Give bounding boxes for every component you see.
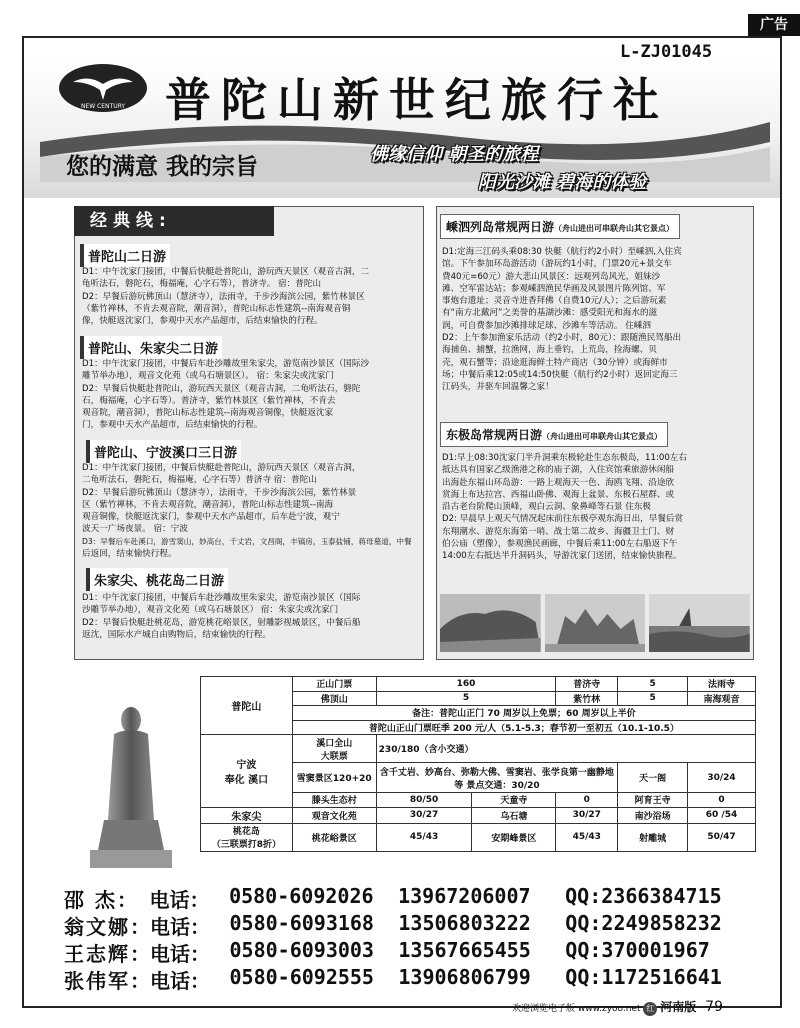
price-cell: 含千丈岩、妙高台、弥勒大佛、雪窦岩、张学良第一幽静地等 景点交通：30/20 [376,763,618,793]
route-details [82,266,422,327]
route-line: 场；中餐后乘12:05或14:50快艇（航行约2小时）返回定海三 [442,369,678,380]
contact-phone: 0580-6092555 [229,965,374,989]
price-region-taohua: 桃花岛 （三联票打8折） [201,823,293,851]
route-line: 波天一广场夜景。 宿：宁波 [82,524,188,535]
route-line: D2：早餐后游玩佛顶山（慧济寺），法雨寺，千步沙海滨公园，紫竹林景区 [82,291,365,302]
price-cell: 桃花峪景区 [292,823,376,851]
price-region-putuo: 普陀山 [201,677,293,735]
contact-row [64,911,764,938]
route-line: D1：中午沈家门接团，中餐后快艇赴普陀山，游玩西天景区（观音古洞，二 [82,267,370,277]
route-line: 赏海上布达拉宫、西福山卧佛、观海上盆景、东极石屋群、或 [442,489,675,500]
price-cell: 南沙浴场 [618,807,688,823]
scenery-photo-rock [440,594,541,652]
price-cell: 30/27 [376,807,472,823]
route-line: 事炮台遗址；灵音寺进香拜佛（自费10元/人）；之后游玩素 [442,296,667,307]
route-title: 普陀山、宁波溪口三日游 [86,440,241,463]
page-number: 79 [705,999,723,1015]
price-cell: 230/180（含小交通） [376,735,755,763]
price-cell: 滕头生态村 [292,793,376,808]
route-line: 像，快艇返沈家门，参观中天水产品超市，后结束愉快的行程。 [82,316,323,327]
route-title [440,422,668,447]
price-cell: 50/47 [688,823,756,851]
contact-name: 翁文娜： [64,915,152,939]
route-line: D1:定海三江码头乘08:30 快艇（航行约2小时）至嵊泗,入住宾 [442,247,682,257]
route-details [82,358,422,432]
route-line: D1：中午沈家门接团，中餐后车赴沙雕故里朱家尖，游览南沙景区（国际 [82,593,361,603]
scenery-photo-sculpture [545,594,646,652]
price-cell: 80/50 [376,793,472,808]
route-subtitle: （舟山进出可串联舟山其它景点） [554,224,675,233]
route-details [442,452,752,563]
route-line: 二龟听法石，磐陀石，梅福庵，心字石等）普济寺 宿：普陀山 [82,475,317,486]
motto: 您的满意 我的宗旨 [66,154,259,180]
route-line: D2：上午参加渔家乐活动（约2小时，80元）：跟随渔民驾船出 [442,333,682,344]
route-line: 壳，观石蟹等；沿途逛海鲜土特产商店（30分钟）或海鲜市 [442,357,668,368]
contact-mobile: 13906806799 [398,965,531,989]
route-line: 润，可自费参加沙滩排球足球、沙滩车等活动。 住嵊泗 [442,320,651,331]
contact-row [64,884,764,911]
price-cell: 南海观音 [688,691,756,706]
route-line: 观音铜像，快艇返沈家门，参观中天水产品超市，后车赴宁波，观宁 [82,512,340,523]
route-line: 门，参观中天水产品超市，后结束愉快的行程。 [82,420,263,431]
contact-mobile: 13506803222 [398,911,531,935]
edition-name: 河南版 [660,1000,697,1014]
price-cell: 60 /54 [688,807,756,823]
price-table [200,676,756,866]
route-line: D1：中午沈家门接团，中餐后车赴沙雕故里朱家尖，游览南沙景区（国际沙 [82,359,370,369]
price-cell: 安期峰景区 [472,823,556,851]
contact-phone: 0580-6093168 [229,911,374,935]
route-line: D2：早餐后游玩佛顶山（慧济寺），法雨寺，千步沙海滨公园，紫竹林景 [82,487,357,498]
slogan-line-1: 佛缘信仰 朝圣的旅程 [370,144,539,165]
contact-name: 王志辉： [64,942,152,966]
route-line: 后返回，结束愉快行程。 [82,549,177,560]
price-cell: 0 [556,793,618,808]
route-title: 普陀山、朱家尖二日游 [80,336,222,359]
route-line: 14:00左右抵达半升洞码头，导游沈家门送团，结束愉快旅程。 [442,551,682,562]
contact-qq: QQ:1172516641 [565,965,722,989]
route-line: 馆。下午参加环岛游活动（游玩约1小时，门票20元+景交车 [442,259,672,270]
contact-label: 电话： [150,969,210,993]
route-line: 江码头，并驱车回温馨之家！ [442,382,554,393]
scenery-photo-coast [649,594,750,652]
route-line: 出海赴东福山环岛游：一路上观海天一色、海鸥飞翔、沿途欣 [442,477,675,488]
route-title: 普陀山二日游 [80,244,170,267]
price-cell: 0 [688,793,756,808]
route-details [82,592,422,641]
route-line: 滩、空军雷达站；参观嵊泗渔民华画及风景图片陈列馆、军 [442,283,666,294]
price-cell: 天一阁 [618,763,688,793]
price-cell: 30/24 [688,763,756,793]
route-title-text: 东极岛常规两日游 [446,428,543,442]
price-cell: 30/27 [556,807,618,823]
contact-qq: QQ:2249858232 [565,911,722,935]
route-title-text: 嵊泗列岛常规两日游 [446,220,555,234]
route-line: 伯公庙（塑像），参观渔民画廊，中餐后乘11:00左右船返下午 [442,539,678,550]
ad-tag: 广告 [748,14,800,36]
route-line: 沙雕节举办地），观音文化苑（或乌石塘景区） 宿：朱家尖或沈家门 [82,605,339,616]
price-note: 备注：普陀山正门 70 周岁以上免票；60 周岁以上半价 [292,706,755,721]
contact-label: 电话： [150,915,210,939]
price-cell: 紫竹林 [556,691,618,706]
scenery-photos [440,594,750,652]
classic-routes-title: 经典线: [74,206,274,236]
contact-mobile: 13567665455 [398,938,531,962]
price-cell: 正山门票 [292,677,376,692]
contact-phone: 0580-6093003 [229,938,374,962]
route-line: D1：中午沈家门接团，中餐后快艇赴普陀山，游玩西天景区（观音古洞， [82,463,361,473]
route-line: D1:早上08:30沈家门半升洞乘东极轮赴生态东极岛，11:00左右 [442,453,687,463]
route-line: D2: 早晨早上观天气情况起床前往东极亭观东海日出，早餐后赏 [442,514,684,525]
price-cell: 射雕城 [618,823,688,851]
route-line: 返沈，国际水产城自由购物后，结束愉快的行程。 [82,629,272,640]
price-cell: 雪窦景区120+20 [292,763,376,793]
price-cell: 乌石塘 [472,807,556,823]
contact-name: 张伟军： [64,969,152,993]
price-cell: 5 [618,691,688,706]
contact-row [64,965,764,992]
route-line: 区（紫竹禅林，不肯去观音院，潮音洞），普陀山标志性建筑--南海 [82,499,334,510]
contact-qq: QQ:2366384715 [565,884,722,908]
price-cell: 观音文化苑 [292,807,376,823]
price-cell: 天童寺 [472,793,556,808]
guanyin-statue-image [82,700,180,870]
price-cell: 5 [618,677,688,692]
route-line: D3：早餐后车赴溪口，游雪窦山，妙高台，千丈岩，文昌阁，丰镐房，玉泰盐铺，蒋母墓道，中餐 [82,536,412,546]
brand-name: 普陀山新世纪旅行社 [165,73,669,127]
contact-phone: 0580-6092026 [229,884,374,908]
contact-row [64,938,764,965]
price-note: 普陀山正山门票旺季 200 元/人（5.1-5.3；春节初一至初五（10.1-10.5） [292,720,755,735]
route-title [440,214,680,239]
price-cell: 45/43 [376,823,472,851]
route-details [82,462,422,560]
route-line: D2：早餐后快艇赴桃花岛，游览桃花峪景区，射雕影视城景区，中餐后船 [82,617,361,628]
company-logo [48,60,158,120]
route-line: 石，梅福庵，心字石等）。普济寺，紫竹林景区（紫竹禅林，不肯去 [82,395,336,406]
price-cell: 阿育王寺 [618,793,688,808]
edition-badge-icon: 红 [643,1002,657,1016]
price-cell: 佛顶山 [292,691,376,706]
slogan-line-2: 阳光沙滩 碧海的体验 [478,172,647,193]
route-line: D2：早餐后快艇赴普陀山，游玩西天景区（观音古洞，二龟听法石，磐陀 [82,383,361,394]
route-title: 朱家尖、桃花岛二日游 [86,568,228,591]
route-details [442,246,752,394]
route-line: 抵达具有国家乙级渔港之称的庙子湖，入住宾馆乘旅游休闲船 [442,465,675,476]
price-cell: 5 [376,691,556,706]
footer-text: 欢迎浏览电子版 www.zyoo.net [512,1004,641,1014]
price-cell: 普济寺 [556,677,618,692]
page-footer [512,998,723,1016]
route-line: 海捕鱼、捕蟹，拉渔网，海上垂钓，上荒岛，捡海螺、贝 [442,345,657,356]
contact-mobile: 13967206007 [398,884,531,908]
price-cell: 160 [376,677,556,692]
route-line: 龟听法石，磐陀石，梅福庵，心字石等），普济寺。 宿：普陀山 [82,279,322,290]
route-line: 费40元=60元）游大悲山风景区：远观列岛风光，姐妹沙 [442,271,661,282]
price-cell: 法雨寺 [688,677,756,692]
contact-name: 邵 杰： [64,888,139,912]
route-line: 观音院，潮音洞），普陀山标志性建筑--南海观音铜像，快艇返沈家 [82,408,334,419]
route-line: 东翔潮水、游览东海第一哨、战士第二故乡、海疆卫士门、财 [442,526,675,537]
ad-code: L-ZJ01045 [620,42,713,62]
price-region-zhujiajian: 朱家尖 [201,807,293,823]
contact-label: 电话： [149,888,210,912]
contact-list [64,884,764,992]
price-cell: 45/43 [556,823,618,851]
price-cell: 溪口全山 大联票 [292,735,376,763]
route-line: 雕节举办地），观音文化苑（或乌石塘景区）。 宿：朱家尖或沈家门 [82,371,334,382]
route-line: 沿古老台阶爬山顶峰，观白云洞、象鼻峰等石景 住东极 [442,502,651,513]
price-region-ningbo: 宁波 奉化 溪口 [201,735,293,808]
contact-label: 电话： [150,942,210,966]
contact-qq: QQ:370001967 [565,938,710,962]
route-line: 有“南方北戴河”之美誉的基湖沙滩：感受阳光和海水的滋 [442,308,658,319]
logo-text: NEW CENTURY [80,103,126,110]
route-line: （紫竹禅林，不肯去观音院，潮音洞），普陀山标志性建筑--南海观音铜 [82,303,351,314]
route-subtitle: （舟山进出可串联舟山其它景点） [542,432,663,441]
